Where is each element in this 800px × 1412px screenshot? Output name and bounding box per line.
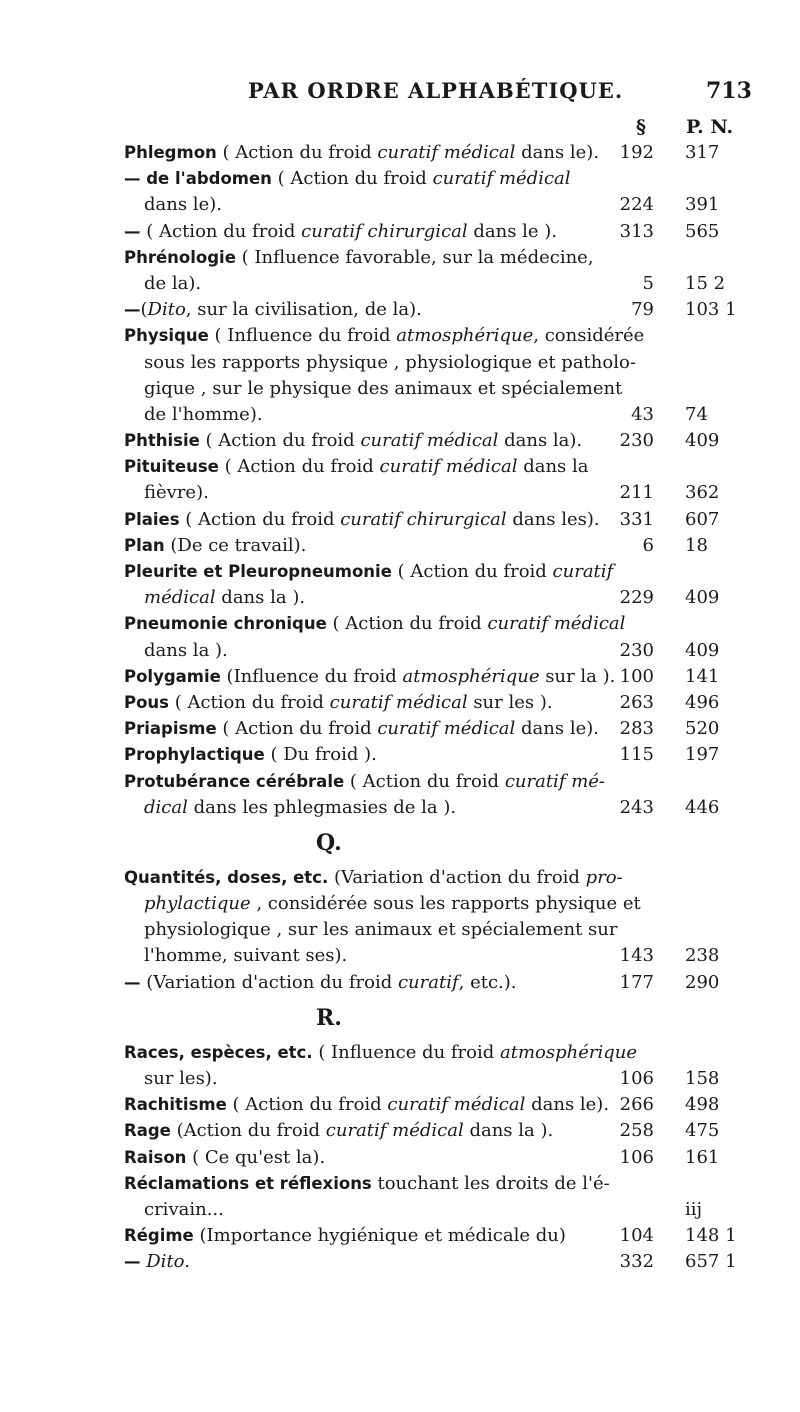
entry-text [124, 1249, 190, 1275]
entry-text-plain: (De ce travail). [164, 534, 307, 556]
entry-line [0, 716, 800, 742]
entry-continuation-line [0, 480, 800, 506]
page-number-ref: 409 [685, 639, 720, 661]
section-number: 177 [619, 971, 654, 993]
section-number: 263 [619, 691, 654, 713]
entry-term: Rage [124, 1121, 171, 1141]
page-number-ref: 496 [685, 691, 720, 713]
index-entry [0, 970, 800, 996]
page-number-ref: 475 [685, 1120, 720, 1142]
entry-text-italic: curatif médical [377, 142, 516, 163]
entry-term: — [124, 1252, 147, 1272]
entry-text-plain: ( Action du froid [344, 770, 505, 792]
entry-continuation-line [0, 795, 800, 821]
index-entry [0, 1118, 800, 1144]
entry-term: Phlegmon [124, 143, 217, 162]
entry-line [0, 245, 800, 271]
entry-text [124, 1118, 553, 1144]
page-number-ref: 238 [685, 945, 720, 967]
entry-line [0, 454, 800, 480]
section-number: 6 [642, 534, 654, 556]
page-number-ref: iij [685, 1198, 703, 1220]
entry-line [0, 1145, 800, 1171]
entry-line [0, 166, 800, 192]
entry-text-plain: dans les phlegmasies de la ). [187, 796, 457, 818]
index-entry [0, 559, 800, 611]
entry-continuation-line [0, 943, 800, 969]
index-entry [0, 245, 800, 297]
entry-text-plain: ( Ce qu'est la). [186, 1146, 326, 1168]
entry-text-italic: curatif médical [487, 613, 626, 635]
column-headings [0, 116, 800, 140]
section-number: 104 [619, 1225, 654, 1247]
entry-text-plain: dans le ). [467, 220, 558, 242]
index-entry [0, 533, 800, 559]
entry-text-plain: , considérée [533, 325, 645, 347]
index-entry [0, 1171, 800, 1223]
index-entry [0, 865, 800, 970]
entry-text-italic: curatif [397, 971, 459, 993]
page-number-ref: 409 [685, 587, 720, 609]
entry-text-plain: ( Influence du froid [312, 1041, 501, 1063]
entry-text-italic: phylactique [144, 893, 251, 915]
entry-text [124, 690, 553, 716]
section-letter-q [0, 821, 800, 865]
entry-text-plain: gique , sur le physique des animaux et spécialement [144, 377, 623, 399]
section-number: 106 [619, 1068, 654, 1089]
page-number-ref: 148 1 [685, 1225, 737, 1247]
entry-line [0, 769, 800, 795]
section-letter: R. [316, 1004, 342, 1031]
entry-text-plain: fièvre). [144, 482, 209, 504]
entry-text [144, 585, 305, 611]
entry-line [0, 219, 800, 245]
section-number: 229 [619, 587, 654, 609]
entry-term: Plaies [124, 509, 180, 529]
entry-text-plain: dans le). [525, 1094, 610, 1116]
entry-text [124, 769, 605, 795]
entry-continuation-line [0, 638, 800, 664]
entry-term: Pleurite et Pleuropneumonie [124, 562, 392, 581]
page-number-ref: 409 [685, 430, 720, 452]
entry-term: Rachitisme [124, 1095, 227, 1115]
page-number-ref: 446 [685, 796, 720, 818]
entry-text-plain: sur la ). [539, 665, 616, 687]
section-number: 79 [631, 299, 654, 321]
entry-text-italic: pro- [585, 866, 623, 888]
page-number-ref: 607 [685, 508, 720, 530]
index-entry [0, 507, 800, 533]
entry-continuation-line [0, 917, 800, 943]
section-number: 258 [619, 1120, 654, 1142]
entry-continuation-line [0, 891, 800, 917]
entry-line [0, 507, 800, 533]
entry-text [124, 507, 600, 533]
entry-text [144, 480, 209, 506]
section-number: 106 [619, 1146, 654, 1168]
entry-text-plain: ( Influence favorable, sur la médecine, [235, 246, 594, 268]
index-entry [0, 1223, 800, 1249]
page-number-ref: 290 [685, 971, 720, 993]
page-number-ref: 657 1 [685, 1251, 737, 1273]
section-number: 243 [619, 796, 654, 818]
section-letter: Q. [316, 829, 342, 856]
section-number: 5 [642, 272, 654, 294]
entry-text [124, 559, 613, 585]
entry-text-plain: dans la ). [144, 639, 228, 661]
entry-text-italic: curatif chirurgical [340, 508, 507, 530]
entry-text [144, 376, 622, 402]
entry-term: Priapisme [124, 719, 217, 739]
entry-continuation-line [0, 585, 800, 611]
entry-text [124, 1092, 609, 1118]
entry-text-plain: de l'homme). [144, 403, 263, 425]
entry-term: Phrénologie [124, 247, 236, 267]
section-number: 100 [619, 665, 654, 687]
header-title: PAR ORDRE ALPHABÉTIQUE. [248, 78, 624, 103]
entry-term: — [124, 972, 147, 992]
entry-term: Réclamations et réflexions [124, 1173, 372, 1193]
entry-text-plain: , considérée sous les rapports physique et [250, 893, 641, 915]
entry-continuation-line [0, 1066, 800, 1092]
entry-text-plain: , sur la civilisation, de la). [185, 299, 422, 321]
entry-text [124, 970, 517, 996]
entry-text-italic: curatif médical [360, 430, 499, 452]
entry-text [144, 943, 347, 969]
entry-term: Prophylactique [124, 745, 265, 765]
entry-line [0, 533, 800, 559]
index-entry [0, 166, 800, 218]
entry-text-italic: curatif médical [377, 718, 516, 740]
entry-text-italic: curatif [552, 561, 614, 582]
entry-text-italic: curatif médical [432, 168, 571, 190]
entry-term: Pituiteuse [124, 457, 219, 477]
page-number-ref: 74 [685, 403, 708, 425]
page-number-ref: 520 [685, 718, 720, 740]
index-entry [0, 219, 800, 245]
entry-term: — de l'abdomen [124, 169, 272, 189]
entry-text-plain: (Importance hygiénique et médicale du) [193, 1225, 566, 1247]
entry-text-italic: curatif médical [329, 691, 468, 713]
entry-text-plain: dans le). [515, 142, 600, 163]
entry-text [124, 140, 599, 166]
index-entries [0, 140, 800, 1276]
entry-line [0, 323, 800, 349]
entry-line [0, 865, 800, 891]
entry-term: Plan [124, 535, 165, 555]
entry-text [124, 219, 557, 245]
entry-text-plain: (Action du froid [170, 1120, 326, 1142]
entry-line [0, 690, 800, 716]
entry-text [124, 245, 594, 271]
entry-text-italic: Dito [147, 299, 186, 321]
entry-text [124, 166, 571, 192]
entry-text [144, 350, 636, 376]
page-number-ref: 498 [685, 1094, 720, 1116]
entry-term: Physique [124, 326, 209, 346]
entry-text-plain: ( Action du froid [146, 220, 302, 242]
entry-text-plain: ( Du froid ). [264, 744, 377, 766]
index-entry [0, 1249, 800, 1275]
section-number: 332 [619, 1251, 654, 1273]
entry-term: — [124, 300, 141, 320]
entry-text [124, 297, 422, 323]
entry-text-italic: curatif mé- [504, 770, 605, 792]
index-entry [0, 140, 800, 166]
section-number: 115 [619, 744, 654, 766]
entry-text [144, 891, 641, 917]
section-number: 283 [619, 718, 654, 740]
page-number-ref: 317 [685, 142, 720, 163]
entry-term: Races, espèces, etc. [124, 1042, 313, 1062]
entry-text [124, 533, 306, 559]
entry-text [124, 664, 615, 690]
entry-line [0, 1171, 800, 1197]
page-number-ref: 362 [685, 482, 720, 504]
entry-text-italic: curatif médical [387, 1094, 526, 1116]
entry-line [0, 428, 800, 454]
entry-text-plain: ( Action du froid [179, 508, 341, 530]
entry-text-plain: dans les). [506, 508, 600, 530]
entry-term: Phthisie [124, 431, 200, 451]
index-entry [0, 690, 800, 716]
page-number-ref: 565 [685, 220, 720, 242]
column-heading-page: P. N. [686, 116, 734, 138]
entry-text [144, 402, 263, 428]
section-number: 266 [619, 1094, 654, 1116]
index-entry [0, 323, 800, 428]
index-entry [0, 1040, 800, 1092]
page-number-ref: 158 [685, 1068, 720, 1089]
entry-text [144, 917, 618, 943]
entry-text-plain: ( Influence du froid [208, 325, 397, 347]
page-number-ref: 141 [685, 665, 720, 687]
entry-text-plain: ( Action du froid [326, 613, 488, 635]
section-number: 143 [619, 945, 654, 967]
entry-line [0, 1249, 800, 1275]
entry-term: Raison [124, 1147, 187, 1167]
index-entry [0, 428, 800, 454]
entry-line [0, 742, 800, 768]
entry-line [0, 140, 800, 166]
entry-text-italic: médical [144, 587, 216, 609]
page-number: 713 [706, 78, 752, 104]
entry-text [124, 323, 644, 349]
page-number-ref: 161 [685, 1146, 720, 1168]
index-entry [0, 1092, 800, 1118]
entry-text-plain: ( Action du froid [169, 691, 330, 713]
entry-text-plain: ( Action du froid [271, 168, 433, 190]
entry-text-plain: crivain... [144, 1198, 224, 1220]
section-number: 331 [619, 508, 654, 530]
section-number: 211 [619, 482, 654, 504]
entry-text-plain: , etc.). [458, 971, 517, 993]
index-entry [0, 611, 800, 663]
section-number: 230 [619, 430, 654, 452]
entry-continuation-line [0, 1197, 800, 1223]
section-letter-r [0, 996, 800, 1040]
entry-text-plain: ( Action du froid [391, 561, 553, 582]
index-entry [0, 454, 800, 506]
section-number: 43 [631, 403, 654, 425]
entry-term: Polygamie [124, 666, 221, 686]
entry-line [0, 611, 800, 637]
entry-line [0, 559, 800, 585]
entry-continuation-line [0, 350, 800, 376]
entry-text-plain: ( Action du froid [226, 1094, 388, 1116]
entry-text [144, 1197, 224, 1223]
entry-text-plain: ( Action du froid [216, 718, 378, 740]
entry-text [124, 865, 623, 891]
index-entry [0, 297, 800, 323]
entry-text-plain: physiologique , sur les animaux et spécialement sur [144, 919, 618, 941]
entry-text-plain: ( Action du froid [218, 456, 380, 478]
entry-text-plain: (Influence du froid [220, 665, 403, 687]
entry-text-italic: curatif médical [325, 1120, 464, 1142]
entry-text-plain: touchant les droits de l'é- [371, 1172, 610, 1194]
section-number: 224 [619, 194, 654, 216]
entry-text-plain: dans la). [498, 430, 583, 452]
entry-term: — [124, 221, 147, 241]
entry-text [144, 1066, 218, 1092]
page-number-ref: 103 1 [685, 299, 737, 321]
entry-line [0, 1040, 800, 1066]
entry-text-plain: de la). [144, 272, 202, 294]
entry-continuation-line [0, 376, 800, 402]
entry-continuation-line [0, 271, 800, 297]
running-header [0, 78, 800, 108]
entry-term: Quantités, doses, etc. [124, 867, 329, 887]
entry-text [124, 1223, 566, 1249]
index-entry [0, 742, 800, 768]
index-entry [0, 716, 800, 742]
entry-text-plain: l'homme, suivant ses). [144, 945, 348, 967]
entry-text-italic: curatif chirurgical [301, 220, 468, 242]
index-entry [0, 1145, 800, 1171]
entry-text-plain: dans le). [144, 194, 222, 216]
entry-text-italic: atmosphérique [500, 1041, 638, 1063]
entry-line [0, 1118, 800, 1144]
entry-text-plain: (Variation d'action du froid [146, 971, 398, 993]
entry-text-plain: dans la ). [215, 587, 306, 609]
entry-text-plain: sous les rapports physique , physiologique et patholo- [144, 351, 636, 373]
entry-text-plain: ( Action du froid [216, 142, 378, 163]
entry-text [144, 638, 228, 664]
entry-term: Pous [124, 692, 169, 712]
section-number: 230 [619, 639, 654, 661]
entry-text-italic: dical [144, 796, 188, 818]
entry-text [124, 428, 582, 454]
entry-text-plain: (Variation d'action du froid [328, 866, 586, 888]
entry-text [144, 795, 456, 821]
entry-text [124, 1145, 325, 1171]
entry-term: Régime [124, 1226, 194, 1246]
entry-text [124, 611, 625, 637]
entry-text [124, 1171, 610, 1197]
entry-text-plain: dans la ). [463, 1120, 554, 1142]
column-heading-section: § [636, 116, 646, 138]
section-number: 313 [619, 220, 654, 242]
entry-text [124, 742, 377, 768]
entry-text-plain: ( Action du froid [199, 430, 361, 452]
page-number-ref: 391 [685, 194, 720, 216]
entry-text [124, 716, 599, 742]
entry-line [0, 297, 800, 323]
section-number: 192 [619, 142, 654, 163]
entry-text-italic: atmosphérique [396, 325, 534, 347]
entry-text [124, 1040, 637, 1066]
entry-text-plain: dans le). [515, 718, 599, 740]
entry-text [124, 454, 588, 480]
entry-text-plain: dans la [517, 456, 589, 478]
entry-line [0, 664, 800, 690]
index-entry [0, 769, 800, 821]
entry-text-plain: ( [140, 299, 148, 321]
entry-continuation-line [0, 192, 800, 218]
index-entry [0, 664, 800, 690]
entry-text-plain: sur les ). [467, 691, 553, 713]
entry-text-italic: curatif médical [379, 456, 518, 478]
entry-line [0, 970, 800, 996]
entry-term: Pneumonie chronique [124, 614, 327, 634]
entry-text-italic: Dito. [146, 1251, 190, 1273]
entry-line [0, 1223, 800, 1249]
page-number-ref: 197 [685, 744, 720, 766]
entry-term: Protubérance cérébrale [124, 771, 345, 791]
page-number-ref: 15 2 [685, 272, 726, 294]
entry-text-plain: sur les). [144, 1068, 218, 1089]
entry-text [144, 271, 201, 297]
entry-text [144, 192, 222, 218]
page-number-ref: 18 [685, 534, 708, 556]
entry-line [0, 1092, 800, 1118]
entry-continuation-line [0, 402, 800, 428]
entry-text-italic: atmosphérique [402, 665, 540, 687]
